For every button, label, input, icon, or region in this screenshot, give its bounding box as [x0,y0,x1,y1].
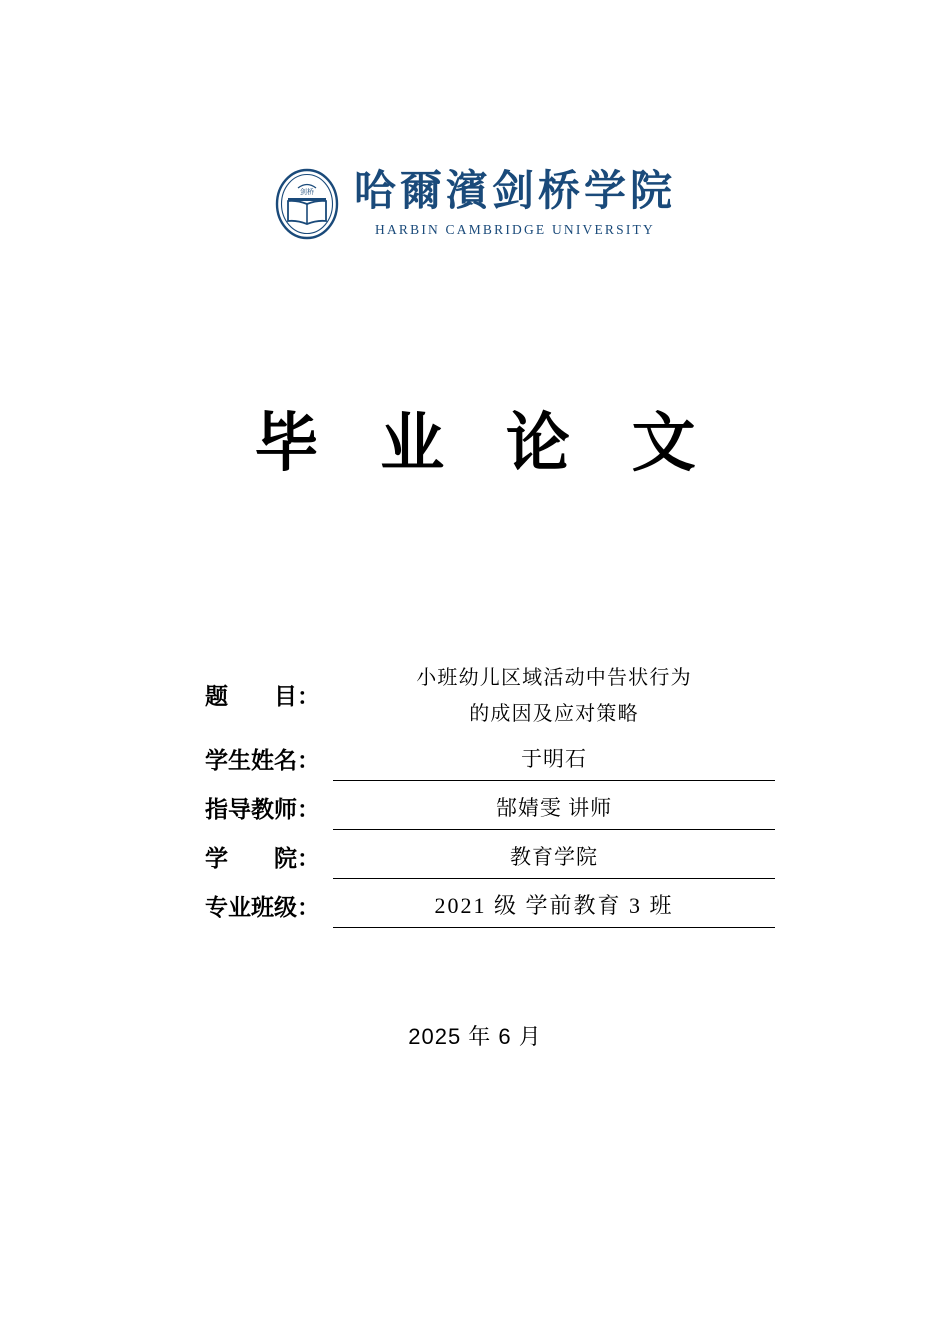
info-label-advisor: 指导教师： [205,796,320,822]
info-value-advisor: 郜婧雯 讲师 [333,787,775,830]
cover-info-table [205,660,775,928]
info-row-class [205,885,775,928]
university-logo [0,168,950,240]
document-title: 毕 业 论 文 [254,407,718,479]
info-label-student: 学生姓名： [205,747,320,773]
info-label-topic: 题 目： [205,683,320,709]
info-value-topic [333,660,775,732]
topic-line-1: 小班幼儿区域活动中告状行为 [416,667,692,689]
university-name-en: HARBIN CAMBRIDGE UNIVERSITY [375,221,655,237]
info-value-student: 于明石 [333,738,775,781]
info-value-college: 教育学院 [333,836,775,879]
info-row-advisor [205,787,775,830]
info-row-student [205,738,775,781]
info-row-topic [205,660,775,732]
university-crest-icon [274,168,340,240]
document-date: 2025 年 6 月 [408,1024,542,1049]
info-row-college [205,836,775,879]
info-label-college: 学 院： [205,845,320,871]
info-value-class: 2021 级 学前教育 3 班 [333,885,775,928]
svg-text:剑桥: 剑桥 [299,188,314,196]
info-label-class: 专业班级： [205,894,320,920]
university-name-cn: 哈爾濱剑桥学院 [353,169,676,216]
topic-line-2: 的成因及应对策略 [469,703,639,725]
